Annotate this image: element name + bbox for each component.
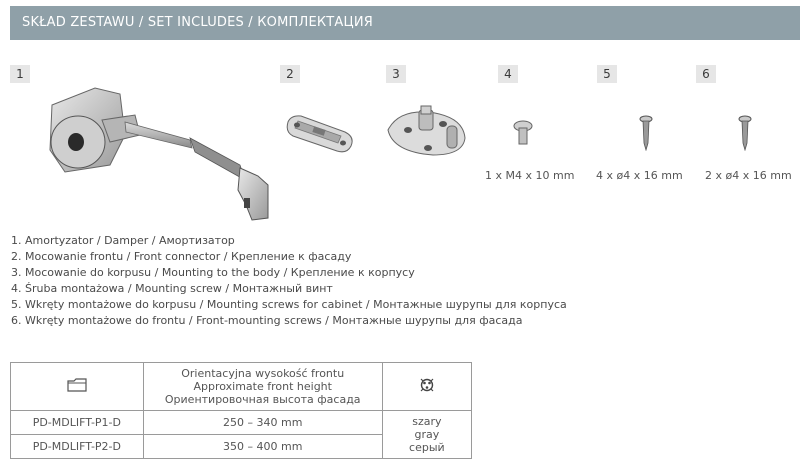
- quantity-part-6: 2 x ø4 x 16 mm: [705, 169, 792, 182]
- color-value: szary gray серый: [382, 411, 471, 459]
- color-palette-icon: [419, 377, 435, 393]
- damper-image: [40, 80, 280, 225]
- quantity-part-4: 1 x M4 x 10 mm: [485, 169, 575, 182]
- part-number-4: 4: [498, 65, 518, 83]
- legend-item: 6. Wkręty montażowe do frontu / Front-mounting screws / Монтажные шурупы для фасада: [11, 314, 523, 327]
- part-number-2: 2: [280, 65, 300, 83]
- legend-item: 4. Śruba montażowa / Mounting screw / Монтажный винт: [11, 282, 333, 295]
- part-number-1: 1: [10, 65, 30, 83]
- color-header-cell: [382, 363, 471, 411]
- front-height-value: 350 – 400 mm: [143, 435, 382, 459]
- folder-icon: [67, 378, 87, 392]
- part-number-6: 6: [696, 65, 716, 83]
- body-mount-image: [383, 100, 473, 160]
- table-row: [11, 411, 472, 435]
- cabinet-screw-image: [638, 115, 654, 151]
- legend-item: 1. Amortyzator / Damper / Амортизатор: [11, 234, 235, 247]
- front-connector-image: [283, 110, 358, 160]
- front-screw-image: [737, 115, 753, 151]
- part-number-3: 3: [386, 65, 406, 83]
- header-icon-cell: [11, 363, 144, 411]
- parts-legend: [11, 233, 567, 329]
- product-code: PD-MDLIFT-P1-D: [11, 411, 144, 435]
- spec-table: [10, 362, 472, 459]
- section-header: [10, 6, 800, 40]
- product-code: PD-MDLIFT-P2-D: [11, 435, 144, 459]
- front-height-header: Orientacyjna wysokość frontu Approximate front height Ориентировочная высота фасада: [143, 363, 382, 411]
- legend-item: 2. Mocowanie frontu / Front connector / Крепление к фасаду: [11, 250, 352, 263]
- mounting-screw-image: [512, 120, 534, 146]
- legend-item: 5. Wkręty montażowe do korpusu / Mounting screws for cabinet / Монтажные шурупы для корпуса: [11, 298, 567, 311]
- part-number-5: 5: [597, 65, 617, 83]
- front-height-value: 250 – 340 mm: [143, 411, 382, 435]
- quantity-part-5: 4 x ø4 x 16 mm: [596, 169, 683, 182]
- table-header-row: [11, 363, 472, 411]
- legend-item: 3. Mocowanie do korpusu / Mounting to the body / Крепление к корпусу: [11, 266, 415, 279]
- section-title: SKŁAD ZESTAWU / SET INCLUDES / КОМПЛЕКТАЦИЯ: [22, 15, 373, 30]
